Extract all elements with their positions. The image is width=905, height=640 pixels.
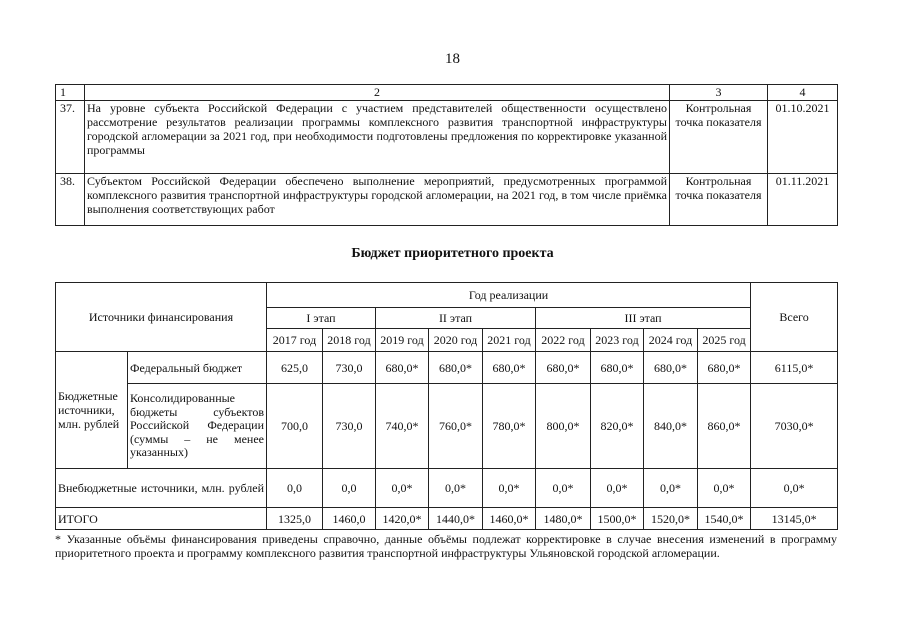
year-header: Год реализации (267, 283, 751, 308)
row-label (128, 384, 267, 469)
value-cell: 860,0* (698, 384, 751, 469)
value-cell: 680,0* (483, 352, 536, 384)
header-col-1: 1 (56, 85, 85, 101)
value-cell: 1440,0* (429, 508, 483, 530)
row-label: ИТОГО (56, 508, 267, 530)
value-cell: 0,0* (591, 469, 644, 508)
value-cell: 740,0* (376, 384, 429, 469)
value-cell: 0,0* (483, 469, 536, 508)
value-cell: 840,0* (644, 384, 698, 469)
sources-header: Источники финансирования (56, 283, 267, 352)
value-cell: 1325,0 (267, 508, 323, 530)
row-label-text: Консолидированные бюджеты субъектов Российской Федерации (суммы – не менее указанных) (130, 391, 264, 460)
value-cell: 1500,0* (591, 508, 644, 530)
table-row (56, 384, 838, 469)
year-header-cell: 2021 год (483, 329, 536, 352)
row-type: Контрольная точка показателя (670, 101, 768, 174)
value-cell: 820,0* (591, 384, 644, 469)
year-header-cell: 2018 год (323, 329, 376, 352)
row-date: 01.11.2021 (768, 174, 838, 226)
year-header-cell: 2024 год (644, 329, 698, 352)
value-cell: 1460,0 (323, 508, 376, 530)
value-cell: 0,0 (323, 469, 376, 508)
value-cell: 1540,0* (698, 508, 751, 530)
value-cell: 0,0* (429, 469, 483, 508)
table-row (56, 469, 838, 508)
year-header-cell: 2019 год (376, 329, 429, 352)
row-date: 01.10.2021 (768, 101, 838, 174)
table-row (56, 101, 838, 174)
value-cell: 1480,0* (536, 508, 591, 530)
value-cell: 1420,0* (376, 508, 429, 530)
value-cell: 680,0* (644, 352, 698, 384)
row-type: Контрольная точка показателя (670, 174, 768, 226)
value-cell: 1460,0* (483, 508, 536, 530)
header-col-3: 3 (670, 85, 768, 101)
value-cell: 680,0* (429, 352, 483, 384)
page-number: 18 (445, 51, 460, 67)
year-header-cell: 2020 год (429, 329, 483, 352)
row-label: Внебюджетные источники, млн. рублей (56, 469, 267, 508)
control-points-table (55, 84, 838, 226)
table-row (56, 508, 838, 530)
total-cell: 6115,0* (751, 352, 838, 384)
budget-group-label: Бюджетные источники, млн. рублей (56, 352, 128, 469)
budget-title: Бюджет приоритетного проекта (351, 246, 554, 261)
value-cell: 800,0* (536, 384, 591, 469)
year-header-cell: 2025 год (698, 329, 751, 352)
value-cell: 0,0* (376, 469, 429, 508)
year-header-cell: 2017 год (267, 329, 323, 352)
value-cell: 0,0* (644, 469, 698, 508)
total-cell: 0,0* (751, 469, 838, 508)
row-number: 38. (56, 174, 85, 226)
table-row (56, 352, 838, 384)
year-header-cell: 2023 год (591, 329, 644, 352)
value-cell: 680,0* (536, 352, 591, 384)
header-col-2: 2 (85, 85, 670, 101)
value-cell: 680,0* (698, 352, 751, 384)
value-cell: 625,0 (267, 352, 323, 384)
total-cell: 7030,0* (751, 384, 838, 469)
value-cell: 0,0* (536, 469, 591, 508)
budget-table (55, 282, 838, 530)
value-cell: 730,0 (323, 384, 376, 469)
value-cell: 730,0 (323, 352, 376, 384)
value-cell: 0,0 (267, 469, 323, 508)
value-cell: 680,0* (591, 352, 644, 384)
stage-3-header: III этап (536, 308, 751, 329)
year-header-cell: 2022 год (536, 329, 591, 352)
row-number: 37. (56, 101, 85, 174)
value-cell: 680,0* (376, 352, 429, 384)
value-cell: 700,0 (267, 384, 323, 469)
row-label: Федеральный бюджет (128, 352, 267, 384)
total-header: Всего (751, 283, 838, 352)
row-text: Субъектом Российской Федерации обеспечено выполнение мероприятий, предусмотренных программой комплексного развития транспортной инфраструктуры городской агломерации, на 2021 год, в том числе приёмка выполнения соответствующих работ (85, 174, 670, 226)
table-header-row (56, 85, 838, 101)
row-text: На уровне субъекта Российской Федерации с участием представителей общественности осуществлено рассмотрение результатов реализации программы комплексного развития транспортной инфраструктуры городской агломерации за 2021 год, при необходимости подготовлены предложения по корректировке указанной программы (85, 101, 670, 174)
value-cell: 0,0* (698, 469, 751, 508)
value-cell: 780,0* (483, 384, 536, 469)
value-cell: 760,0* (429, 384, 483, 469)
total-cell: 13145,0* (751, 508, 838, 530)
footnote: * Указанные объёмы финансирования приведены справочно, данные объёмы подлежат корректировке в случае внесения изменений в программу приоритетного проекта и программу комплексного развития транспортной инфраструктуры Ульяновской городской агломерации. (55, 532, 837, 560)
value-cell: 1520,0* (644, 508, 698, 530)
stage-1-header: I этап (267, 308, 376, 329)
stage-2-header: II этап (376, 308, 536, 329)
header-col-4: 4 (768, 85, 838, 101)
table-row (56, 174, 838, 226)
